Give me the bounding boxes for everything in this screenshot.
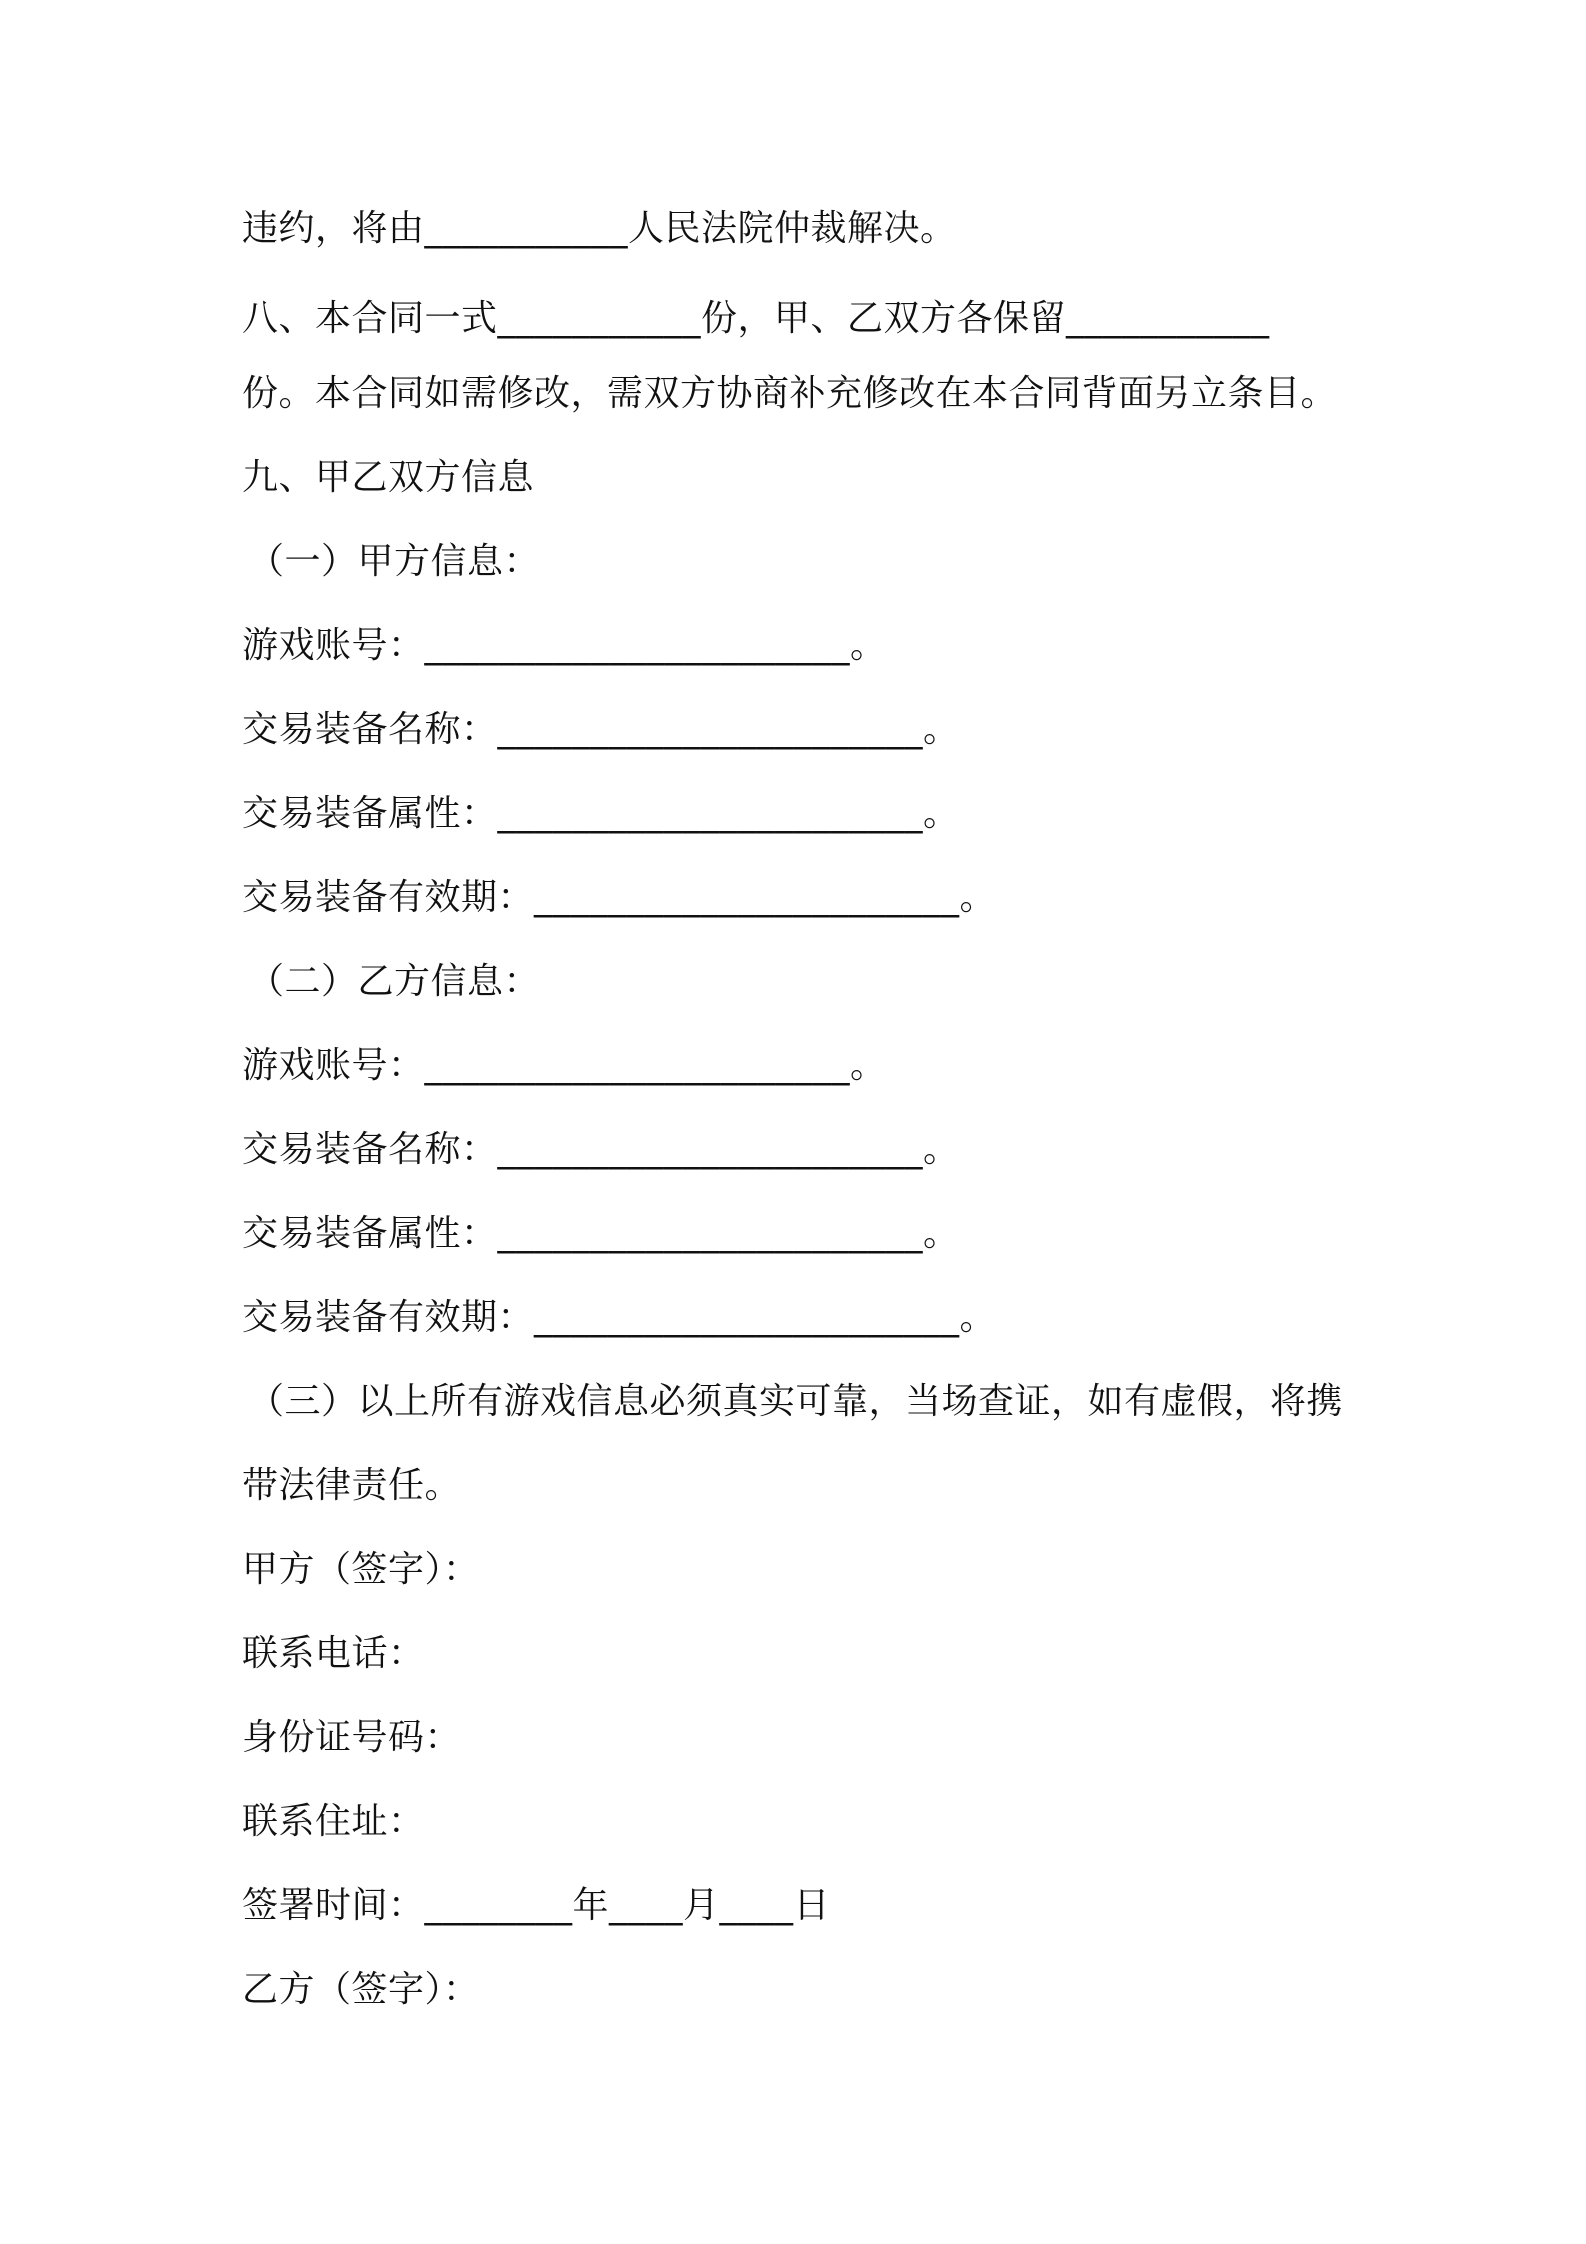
clause-8-line-1: 八、本合同一式___________份，甲、乙双方各保留___________ bbox=[242, 298, 1270, 339]
sign-date-line: 签署时间：________年____月____日 bbox=[242, 1885, 831, 1926]
clause-9-3-line-2: 带法律责任。 bbox=[242, 1465, 462, 1506]
party-a-game-account: 游戏账号：_______________________。 bbox=[242, 625, 887, 666]
party-b-equipment-name: 交易装备名称：_______________________。 bbox=[242, 1129, 960, 1170]
party-a-signature-label: 甲方（签字）： bbox=[242, 1549, 480, 1590]
party-b-heading: （二）乙方信息： bbox=[248, 961, 541, 1002]
clause-8-line-2: 份。本合同如需修改，需双方协商补充修改在本合同背面另立条目。 bbox=[242, 373, 1338, 414]
phone-label: 联系电话： bbox=[242, 1633, 425, 1674]
id-number-label: 身份证号码： bbox=[242, 1717, 462, 1758]
party-a-heading: （一）甲方信息： bbox=[248, 541, 541, 582]
party-b-signature-label: 乙方（签字）： bbox=[242, 1969, 480, 2010]
address-label: 联系住址： bbox=[242, 1801, 425, 1842]
arbitration-line: 违约，将由___________人民法院仲裁解决。 bbox=[242, 208, 957, 249]
party-a-equipment-attributes: 交易装备属性：_______________________。 bbox=[242, 793, 960, 834]
party-b-equipment-validity: 交易装备有效期：_______________________。 bbox=[242, 1297, 997, 1338]
party-a-equipment-name: 交易装备名称：_______________________。 bbox=[242, 709, 960, 750]
clause-9-3-line-1: （三）以上所有游戏信息必须真实可靠，当场查证，如有虚假，将携 bbox=[248, 1381, 1344, 1422]
party-b-equipment-attributes: 交易装备属性：_______________________。 bbox=[242, 1213, 960, 1254]
party-a-equipment-validity: 交易装备有效期：_______________________。 bbox=[242, 877, 997, 918]
party-b-game-account: 游戏账号：_______________________。 bbox=[242, 1045, 887, 1086]
clause-9-title: 九、甲乙双方信息 bbox=[242, 457, 535, 498]
